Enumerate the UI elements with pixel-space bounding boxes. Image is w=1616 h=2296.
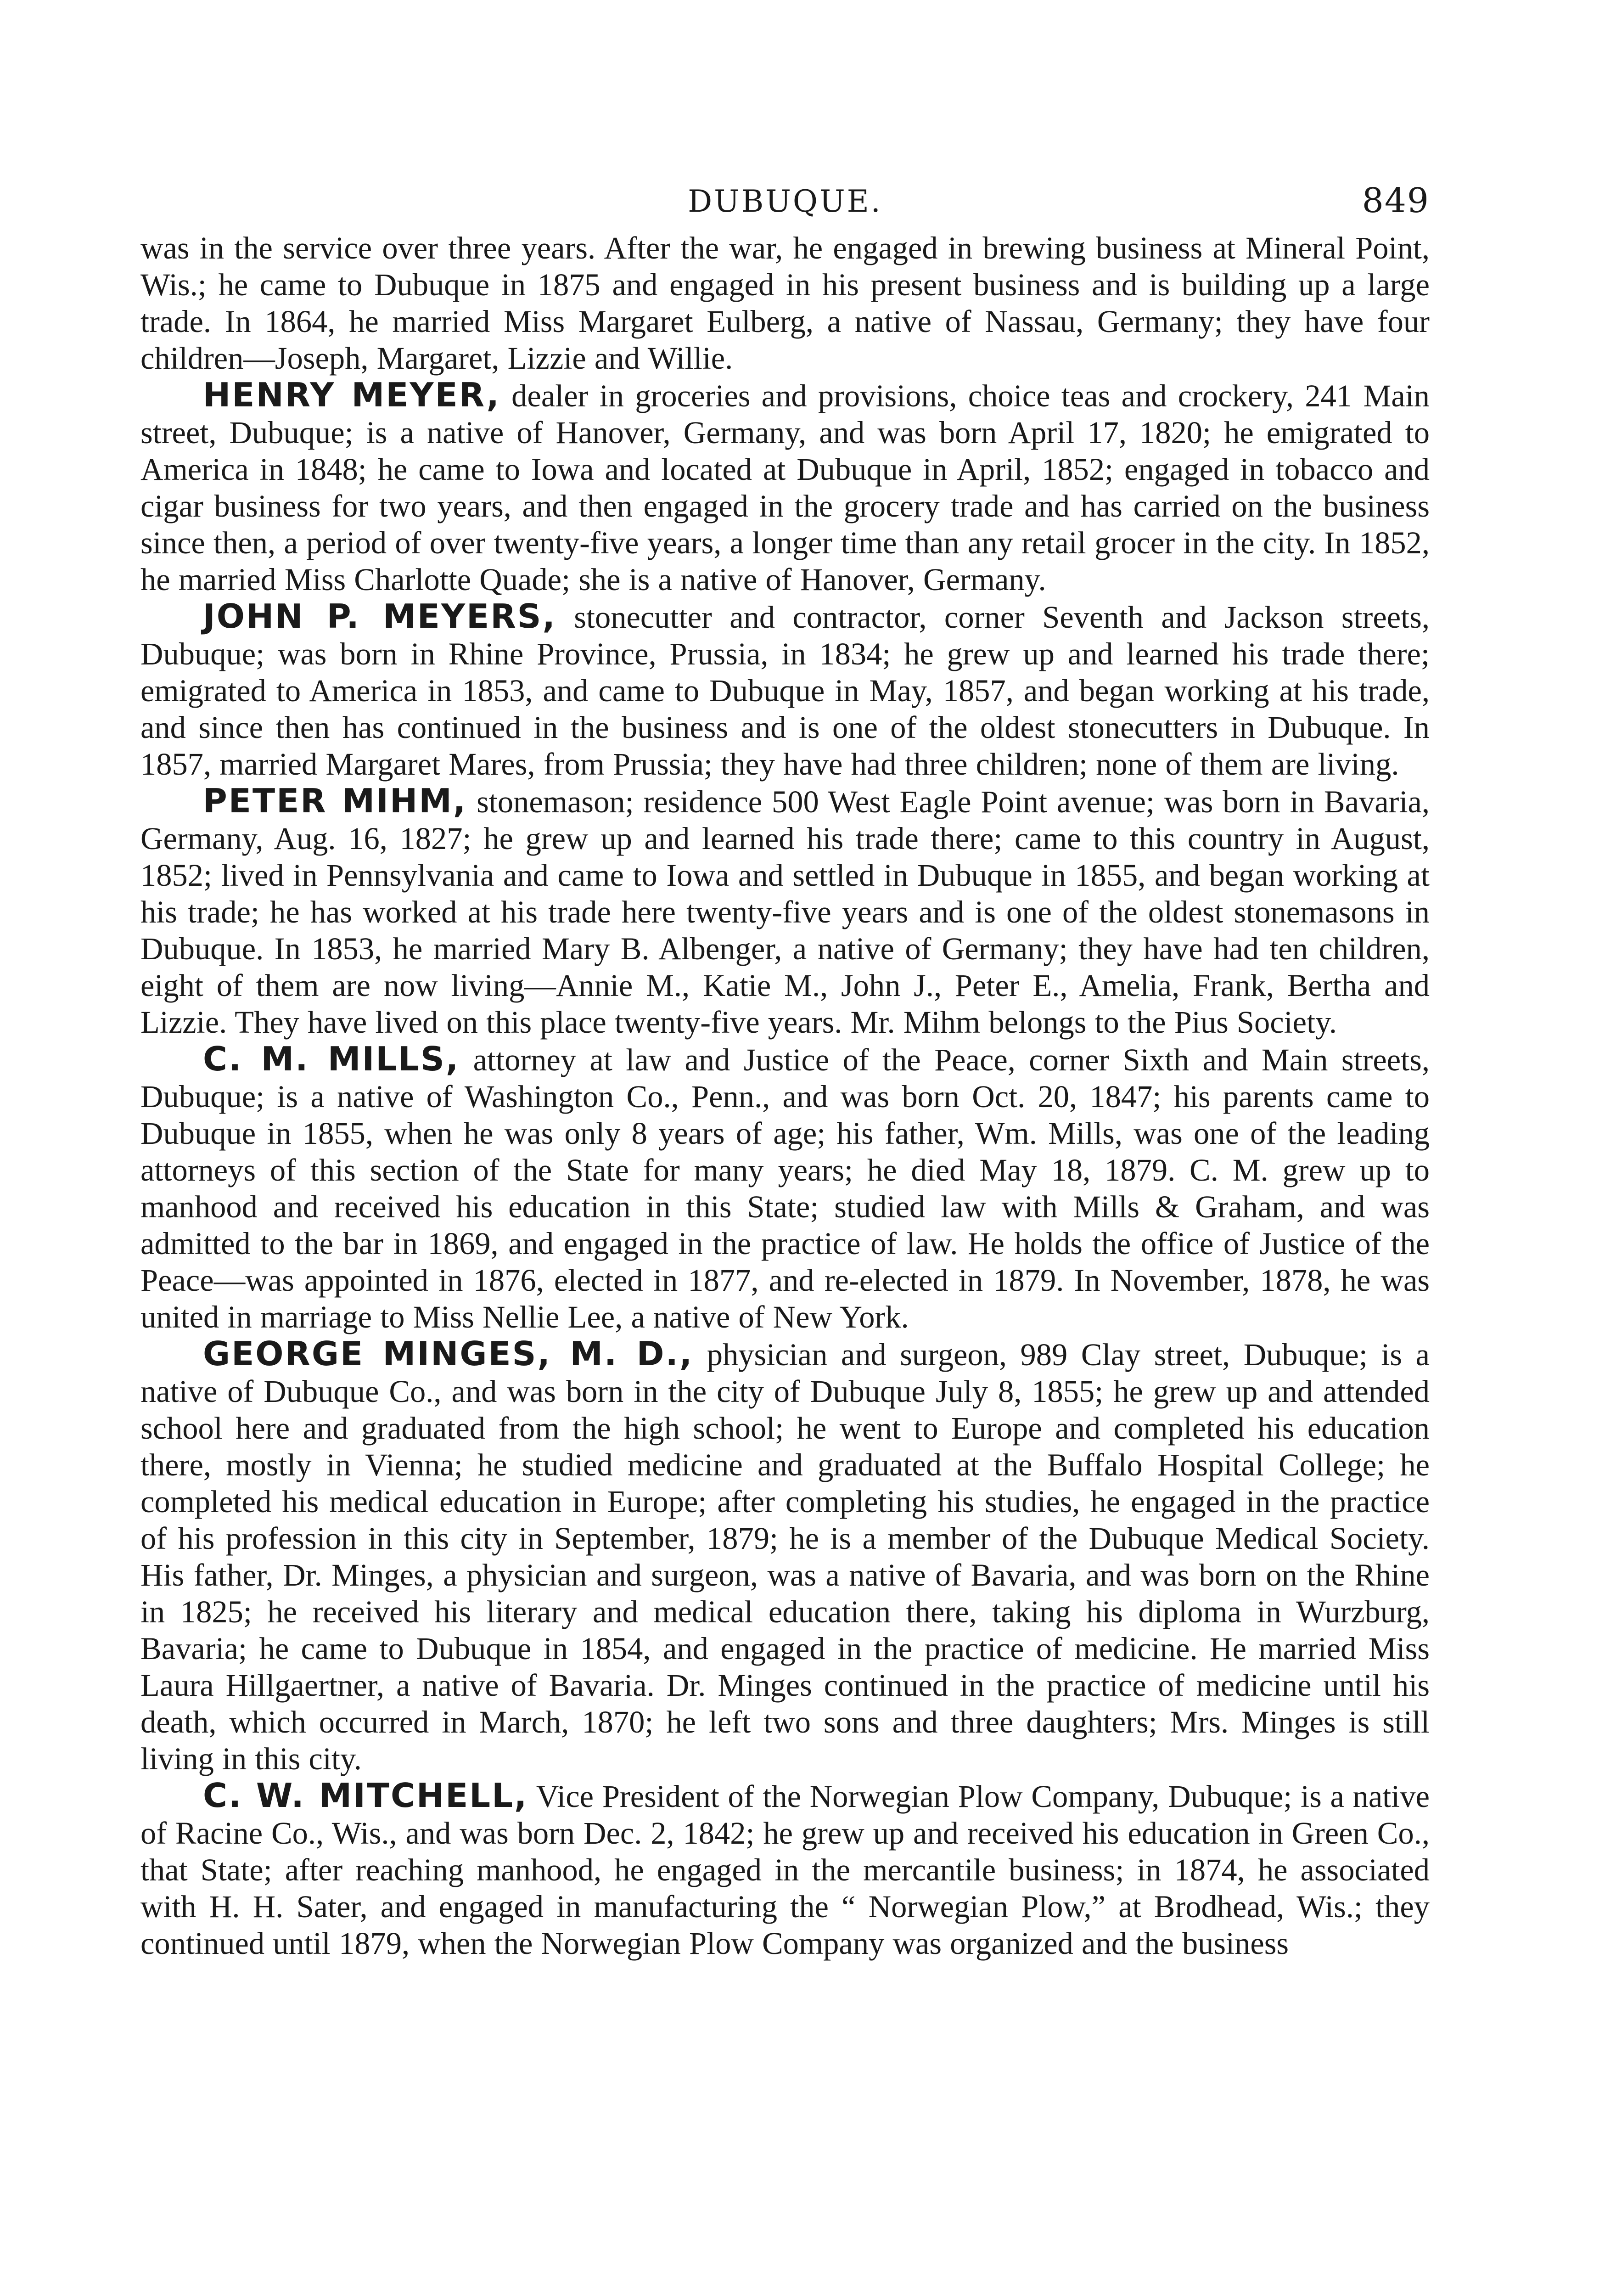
running-title: DUBUQUE. bbox=[688, 184, 882, 219]
entry-name: JOHN P. MEYERS, bbox=[203, 597, 556, 636]
entry-text: stonecutter and contractor, corner Seventh and Jackson streets, Dubuque; was born in Rhine Province, Prussia, in 1834; he grew up and learned his trade there; emigrated to America in 1853, and came to Dubuque in May, 1857, and began working at his trade, and since then has continued in the business and is one of the oldest stonecutters in Dubuque. In 1857, married Margaret Mares, from Prussia; they have had three children; none of them are living. bbox=[140, 600, 1430, 782]
entry-text: Vice President of the Norwegian Plow Company, Dubuque; is a native of Racine Co., Wis., and was born Dec. 2, 1842; he grew up and received his education in Green Co., that State; after reaching manhood, he engaged in the mercantile business; in 1874, he associated with H. H. Sater, and engaged in manufacturing the “ Norwegian Plow,” at Brodhead, Wis.; they continued until 1879, when the Norwegian Plow Company was organized and the business bbox=[140, 1779, 1430, 1961]
entry-henry-meyer bbox=[140, 377, 1430, 598]
body-text bbox=[140, 230, 1430, 1962]
entry-name: HENRY MEYER, bbox=[203, 376, 500, 414]
continuation-paragraph: was in the service over three years. After the war, he engaged in brewing business at Mineral Point, Wis.; he came to Dubuque in 1875 and engaged in his present business and is building up a large trade. In 1864, he married Miss Margaret Eulberg, a native of Nassau, Germany; they have four children—Joseph, Margaret, Lizzie and Willie. bbox=[140, 231, 1430, 376]
entry-c-m-mills bbox=[140, 1041, 1430, 1335]
entry-john-p-meyers bbox=[140, 598, 1430, 782]
entry-text: physician and surgeon, 989 Clay street, Dubuque; is a native of Dubuque Co., and was born in the city of Dubuque July 8, 1855; he grew up and attended school here and graduated from the high school; he went to Europe and completed his education there, mostly in Vienna; he studied medicine and graduated at the Buffalo Hospital College; he completed his medical education in Europe; after completing his studies, he engaged in the practice of his profession in this city in September, 1879; he is a member of the Dubuque Medical Society. His father, Dr. Minges, a physician and surgeon, was a native of Bavaria, and was born on the Rhine in 1825; he received his literary and medical education there, taking his diploma in Wurzburg, Bavaria; he came to Dubuque in 1854, and engaged in the practice of medicine. He married Miss Laura Hillgaertner, a native of Bavaria. Dr. Minges continued in the practice of medicine until his death, which occurred in March, 1870; he left two sons and three daughters; Mrs. Minges is still living in this city. bbox=[140, 1337, 1430, 1776]
entry-name: GEORGE MINGES, M. D., bbox=[203, 1334, 694, 1373]
entry-george-minges bbox=[140, 1335, 1430, 1777]
entry-peter-mihm bbox=[140, 782, 1430, 1041]
entry-text: dealer in groceries and provisions, choice teas and crockery, 241 Main street, Dubuque; is a native of Hanover, Germany, and was born April 17, 1820; he emigrated to America in 1848; he came to Iowa and located at Dubuque in April, 1852; engaged in tobacco and cigar business for two years, and then engaged in the grocery trade and has carried on the business since then, a period of over twenty-five years, a longer time than any retail grocer in the city. In 1852, he married Miss Charlotte Quade; she is a native of Hanover, Germany. bbox=[140, 378, 1430, 597]
page-number: 849 bbox=[1362, 181, 1430, 220]
entry-c-w-mitchell bbox=[140, 1777, 1430, 1962]
entry-text: stonemason; residence 500 West Eagle Point avenue; was born in Bavaria, Germany, Aug. 16, 1827; he grew up and learned his trade there; came to this country in August, 1852; lived in Pennsylvania and came to Iowa and settled in Dubuque in 1855, and began working at his trade; he has worked at his trade here twenty-five years and is one of the oldest stonemasons in Dubuque. In 1853, he married Mary B. Albenger, a native of Germany; they have had ten children, eight of them are now living—Annie M., Katie M., John J., Peter E., Amelia, Frank, Bertha and Lizzie. They have lived on this place twenty-five years. Mr. Mihm belongs to the Pius Society. bbox=[140, 784, 1430, 1040]
entry-name: PETER MIHM, bbox=[203, 782, 467, 820]
book-page bbox=[140, 174, 1430, 1962]
entry-name: C. M. MILLS, bbox=[203, 1040, 460, 1078]
entry-name: C. W. MITCHELL, bbox=[203, 1776, 528, 1815]
running-head bbox=[140, 174, 1430, 230]
entry-text: attorney at law and Justice of the Peace, corner Sixth and Main streets, Dubuque; is a native of Washington Co., Penn., and was born Oct. 20, 1847; his parents came to Dubuque in 1855, when he was only 8 years of age; his father, Wm. Mills, was one of the leading attorneys of this section of the State for many years; he died May 18, 1879. C. M. grew up to manhood and received his education in this State; studied law with Mills & Graham, and was admitted to the bar in 1869, and engaged in the practice of law. He holds the office of Justice of the Peace—was appointed in 1876, elected in 1877, and re-elected in 1879. In November, 1878, he was united in marriage to Miss Nellie Lee, a native of New York. bbox=[140, 1042, 1430, 1334]
